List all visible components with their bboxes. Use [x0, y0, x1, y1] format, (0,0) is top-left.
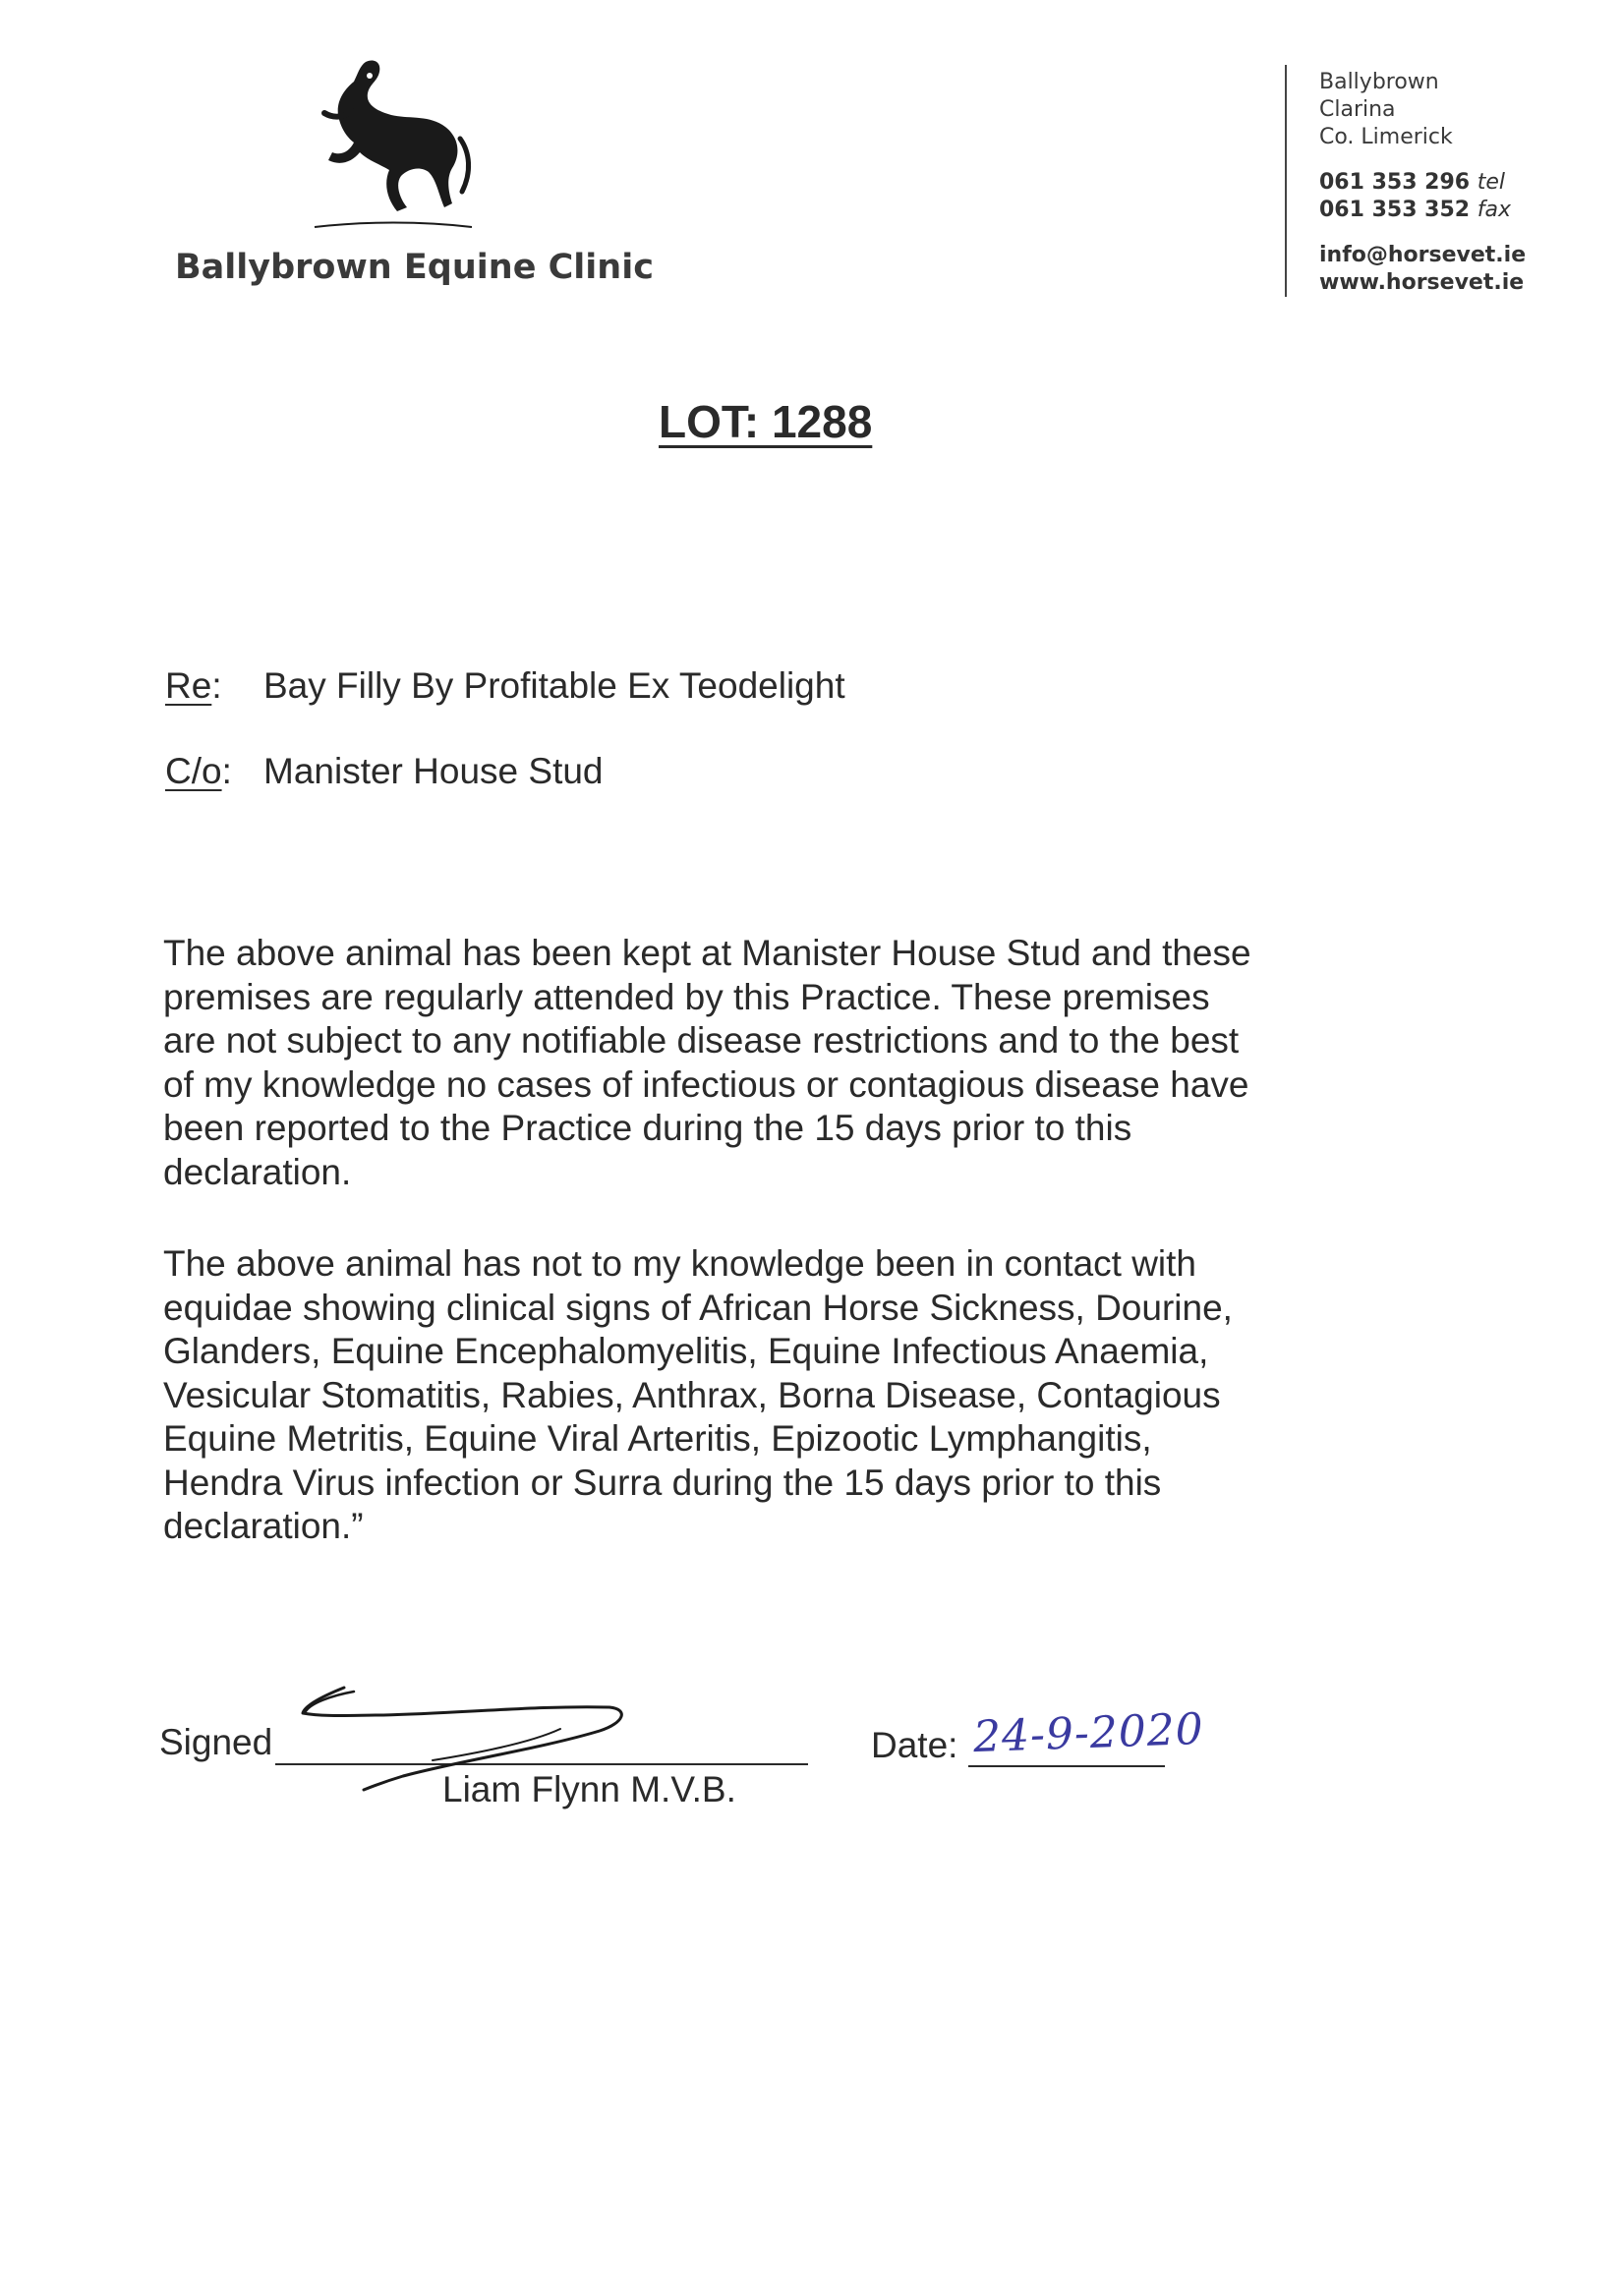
text-line: of my knowledge no cases of infectious or contagious disease have	[163, 1063, 1249, 1105]
text-line: been reported to the Practice during the 15 days prior to this	[163, 1108, 1132, 1148]
text-line: are not subject to any notifiable disease restrictions and to the best	[163, 1020, 1240, 1061]
text-line: Hendra Virus infection or Surra during the 15 days prior to this	[163, 1462, 1162, 1503]
date-line	[968, 1765, 1165, 1767]
text-line: Vesicular Stomatitis, Rabies, Anthrax, Borna Disease, Contagious	[163, 1374, 1221, 1415]
horse-logo-icon	[305, 54, 482, 236]
address-line: Ballybrown	[1319, 70, 1439, 94]
email-link[interactable]: info@horsevet.ie	[1319, 243, 1527, 267]
phone-number: 061 353 296 tel	[1319, 170, 1506, 195]
signed-label: Signed	[159, 1722, 273, 1762]
text-line: Glanders, Equine Encephalomyelitis, Equine Infectious Anaemia,	[163, 1331, 1209, 1371]
declaration-paragraph-1	[163, 932, 1343, 1194]
clinic-name: Ballybrown Equine Clinic	[175, 248, 654, 287]
lot-heading: LOT: 1288	[659, 396, 873, 447]
co-label: C/o	[165, 751, 222, 791]
signatory-name: Liam Flynn M.V.B.	[442, 1769, 736, 1809]
address-line: Clarina	[1319, 97, 1396, 122]
re-label: Re	[165, 665, 212, 706]
co-field: C/o: Manister House Stud	[165, 751, 604, 791]
declaration-paragraph-2	[163, 1242, 1343, 1549]
header-divider	[1285, 65, 1287, 297]
co-value: Manister House Stud	[263, 751, 604, 791]
text-line: The above animal has been kept at Manister House Stud and these	[163, 933, 1251, 973]
text-line: Equine Metritis, Equine Viral Arteritis, Epizootic Lymphangitis,	[163, 1418, 1152, 1459]
text-line: equidae showing clinical signs of African Horse Sickness, Dourine,	[163, 1287, 1233, 1328]
handwritten-date: 24-9-2020	[972, 1703, 1205, 1763]
fax-number: 061 353 352 fax	[1319, 198, 1512, 222]
address-line: Co. Limerick	[1319, 125, 1453, 149]
re-value: Bay Filly By Profitable Ex Teodelight	[263, 665, 845, 706]
clinic-address-block	[1319, 69, 1526, 297]
text-line: declaration.	[163, 1151, 352, 1192]
date-label: Date:	[871, 1725, 958, 1765]
text-line: declaration.”	[163, 1506, 364, 1546]
website-link[interactable]: www.horsevet.ie	[1319, 270, 1525, 295]
text-line: premises are regularly attended by this Practice. These premises	[163, 976, 1210, 1017]
text-line: The above animal has not to my knowledge been in contact with	[163, 1243, 1197, 1284]
handwritten-signature	[285, 1666, 698, 1804]
re-field: Re: Bay Filly By Profitable Ex Teodelight	[165, 665, 845, 706]
